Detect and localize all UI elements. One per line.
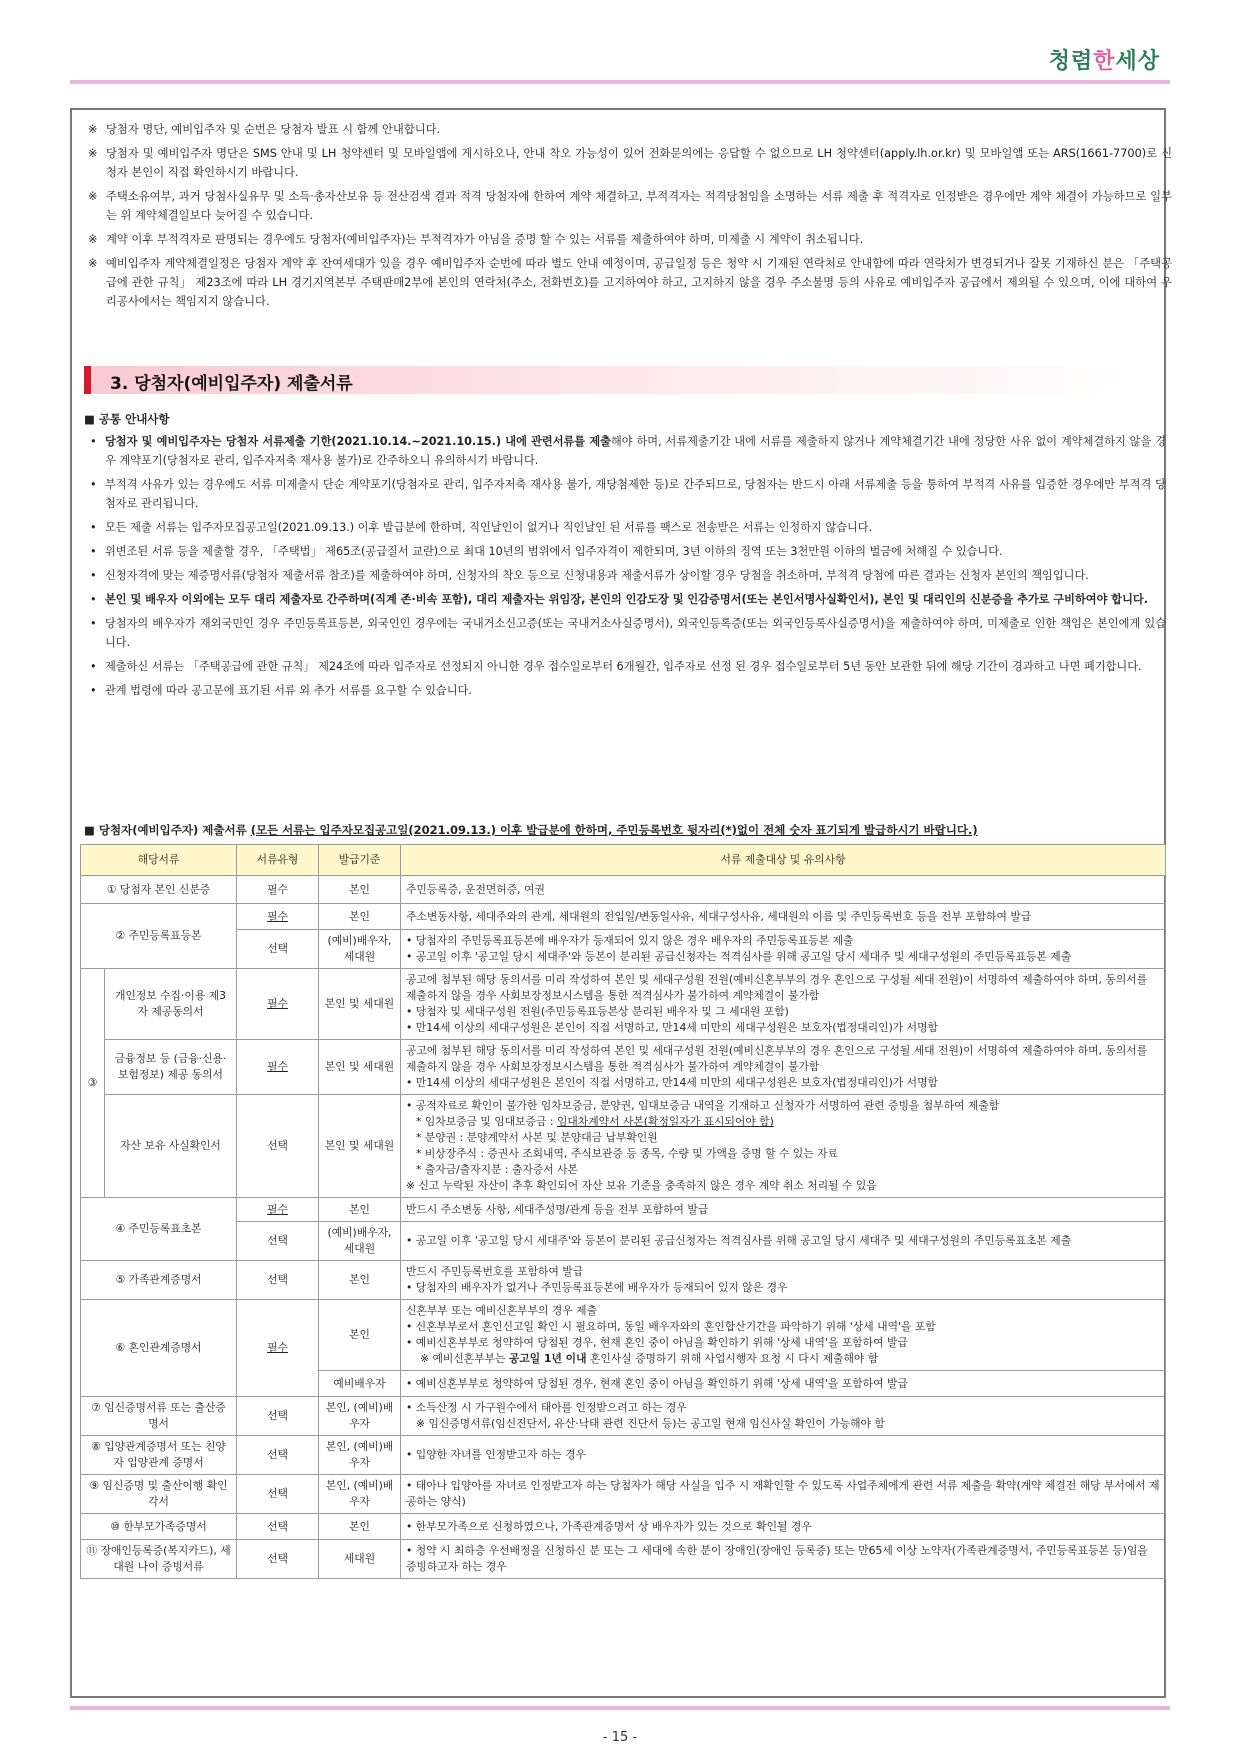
doc-name: ④ 주민등록표초본	[81, 1198, 237, 1261]
doc-type: 선택	[237, 1540, 319, 1579]
doc-type: 선택	[237, 1475, 319, 1514]
logo: 청렴한세상	[1048, 49, 1160, 74]
doc-basis: 본인, (예비)배우자	[319, 1436, 401, 1475]
docs-heading: ■ 당첨자(예비입주자) 제출서류 (모든 서류는 입주자모집공고일(2021.09.13.) 이후 발급분에 한하며, 주민등록번호 뒷자리(*)없이 전체 숫자 표기되게 발급하시기 바랍니다.)	[84, 823, 978, 837]
doc-type: 필수	[237, 1040, 319, 1095]
table-row	[81, 1436, 1166, 1475]
header-divider	[70, 80, 1170, 84]
doc-desc: 공고에 첨부된 해당 동의서를 미리 작성하여 본인 및 세대구성원 전원(예비신혼부부의 경우 혼인으로 구성될 세대 전원)이 서명하여 제출하여야 하며, 동의서를 제출하지 않을 경우 사회보장정보시스템을 통한 적격심사가 불가하여 계약체결이 불가함 • 당첨자 및 세대구성원 전원(주민등록표등본상 분리된 배우자 및 그 세대원 포함) • 만14세 이상의 세대구성원은 본인이 직접 서명하고, 만14세 미만의 세대구성원은 보호자(법정대리인)가 서명함	[401, 969, 1166, 1040]
col-header: 해당서류	[81, 845, 237, 876]
doc-type: 필수	[237, 1300, 319, 1397]
note-item: ※ 예비입주자 계약체결일정은 당첨자 계약 후 잔여세대가 있을 경우 예비입주자 순번에 따라 별도 안내 예정이며, 공급일정 등은 청약 시 기재된 연락처로 안내함에 따라 연락처가 변경되거나 잘못 기재하신 분은 「주택공급에 관한 규칙」 제23조에 따라 LH 경기지역본부 주택판매2부에 본인의 연락처(주소, 전화번호)를 고지하여야 하고, 고지하지 않을 경우 주소불명 등의 사유로 예비입주자 공급에서 제외될 수 있으며, 이에 대하여 우리공사에서는 책임지지 않습니다.	[88, 257, 1172, 308]
doc-desc: • 당첨자의 주민등록표등본에 배우자가 등재되어 있지 않은 경우 배우자의 주민등록표등본 제출 • 공고일 이후 '공고일 당시 세대주'와 등본이 분리된 공급신청자는 적격심사를 위해 공고일 당시 세대주 및 세대구성원의 주민등록표등본 제출	[401, 930, 1166, 969]
doc-desc: • 청약 시 최하층 우선배정을 신청하신 분 또는 그 세대에 속한 분이 장애인(장애인 등록증) 또는 만65세 이상 노약자(가족관계증명서, 주민등록표등본 등)임을 증빙하고자 하는 경우	[401, 1540, 1166, 1579]
doc-basis: 본인	[319, 876, 401, 904]
section-heading	[84, 366, 1154, 394]
table-row	[81, 930, 1166, 969]
table-row	[81, 1514, 1166, 1540]
common-bullets	[90, 432, 1166, 705]
doc-name: ⑩ 한부모가족증명서	[81, 1514, 237, 1540]
doc-type: 선택	[237, 930, 319, 969]
bullet-item: • 당첨자의 배우자가 재외국민인 경우 주민등록표등본, 외국인인 경우에는 국내거소신고증(또는 국내거소사실증명서), 외국인등록증(또는 외국인등록사실증명서)을 제출하여야 하며, 미제출로 인한 책임은 본인에게 있습니다.	[90, 617, 1166, 649]
page-number: - 15 -	[602, 1730, 638, 1745]
doc-basis: 본인	[319, 904, 401, 930]
note-item: ※ 당첨자 명단, 예비입주자 및 순번은 당첨자 발표 시 함께 안내합니다.	[88, 123, 441, 136]
table-row	[81, 904, 1166, 930]
doc-type: 필수	[237, 904, 319, 930]
doc-basis: (예비)배우자, 세대원	[319, 1222, 401, 1261]
doc-type: 선택	[237, 1514, 319, 1540]
bullet-item: • 당첨자 및 예비입주자는 당첨자 서류제출 기한(2021.10.14.~2021.10.15.) 내에 관련서류를 제출해야 하며, 서류제출기간 내에 서류를 제출하지 않거나 계약체결기간 내에 정당한 사유 없이 계약체결하지 않을 경우 계약포기(당첨자로 관리, 입주자저축 재사용 불가)로 간주하오니 유의하시기 바랍니다.	[90, 435, 1166, 467]
table-row	[81, 1222, 1166, 1261]
doc-type: 선택	[237, 1397, 319, 1436]
footer-divider	[70, 1706, 1170, 1710]
bullet-item: • 제출하신 서류는 「주택공급에 관한 규칙」 제24조에 따라 입주자로 선정되지 아니한 경우 접수일로부터 6개월간, 입주자로 선정 된 경우 접수일로부터 5년 동안 보관한 뒤에 해당 기간이 경과하고 나면 폐기합니다.	[90, 660, 1142, 673]
doc-name: ⑨ 임신증명 및 출산이행 확인각서	[81, 1475, 237, 1514]
doc-desc: • 소득산정 시 가구원수에서 태아를 인정받으려고 하는 경우 ※ 임신증명서류(임신진단서, 유산·낙태 관련 진단서 등)는 공고일 현재 임신사실 확인이 가능해야 함	[401, 1397, 1166, 1436]
doc-type: 선택	[237, 1222, 319, 1261]
note-item: ※ 주택소유여부, 과거 당첨사실유무 및 소득·총자산보유 등 전산검색 결과 적격 당첨자에 한하여 계약 체결하고, 부적격자는 적격당첨임을 소명하는 서류 제출 후 적격자로 인정받은 경우에만 계약 체결이 가능하므로 일부는 위 계약체결일보다 늦어질 수 있습니다.	[88, 190, 1172, 222]
doc-type: 선택	[237, 1436, 319, 1475]
doc-desc: 신혼부부 또는 예비신혼부부의 경우 제출 • 신혼부부로서 혼인신고일 확인 시 필요하며, 동일 배우자와의 혼인합산기간을 파악하기 위해 '상세 내역'을 포함 • 예비신혼부부로 청약하여 당첨된 경우, 현재 혼인 중이 아님을 확인하기 위해 '상세 내역'을 포함하여 발급 ※ 예비신혼부부는 공고일 1년 이내 혼인사실 증명하기 위해 사업시행자 요청 시 다시 제출해야 함	[401, 1300, 1166, 1371]
doc-basis: 본인	[319, 1514, 401, 1540]
note-item: ※ 당첨자 및 예비입주자 명단은 SMS 안내 및 LH 청약센터 및 모바일앱에 게시하오나, 안내 착오 가능성이 있어 전화문의에는 응답할 수 없으므로 LH 청약센터(apply.lh.or.kr) 및 모바일앱 또는 ARS(1661-7700)로 신청자 본인이 직접 확인하시기 바랍니다.	[88, 147, 1172, 179]
col-header: 서류 제출대상 및 유의사항	[401, 845, 1166, 876]
doc-desc: 반드시 주민등록번호를 포함하여 발급 • 당첨자의 배우자가 없거나 주민등록표등본에 배우자가 등재되어 있지 않은 경우	[401, 1261, 1166, 1300]
table-header-row	[81, 845, 1166, 876]
doc-basis: 본인	[319, 1198, 401, 1222]
table-row	[81, 1475, 1166, 1514]
doc-type: 필수	[237, 876, 319, 904]
table-row	[81, 1397, 1166, 1436]
bullet-item: • 모든 제출 서류는 입주자모집공고일(2021.09.13.) 이후 발급분에 한하며, 직인날인이 없거나 직인날인 된 서류를 팩스로 전송받은 서류는 인정하지 않습니다.	[90, 521, 873, 534]
doc-basis: 본인	[319, 1300, 401, 1371]
doc-type: 필수	[237, 1198, 319, 1222]
doc-basis: 본인 및 세대원	[319, 1095, 401, 1198]
doc-desc: 공고에 첨부된 해당 동의서를 미리 작성하여 본인 및 세대구성원 전원(예비신혼부부의 경우 혼인으로 구성될 세대 전원)이 서명하여 제출하여야 하며, 동의서를 제출하지 않을 경우 사회보장정보시스템을 통한 적격심사가 불가하여 계약체결이 불가함 • 만14세 이상의 세대구성원은 본인이 직접 서명하고, 만14세 미만의 세대구성원은 보호자(법정대리인)가 서명함	[401, 1040, 1166, 1095]
documents-table	[80, 844, 1166, 1579]
doc-basis: 본인 및 세대원	[319, 969, 401, 1040]
notes-block	[84, 120, 1172, 316]
doc-name: ① 당첨자 본인 신분증	[81, 876, 237, 904]
section-heading-bar	[84, 366, 91, 394]
doc-type: 선택	[237, 1095, 319, 1198]
table-row	[81, 1540, 1166, 1579]
doc-desc: • 공적자료로 확인이 불가한 임차보증금, 분양권, 임대보증금 내역을 기재하고 신청자가 서명하여 관련 증빙을 첨부하여 제출함 * 임차보증금 및 임대보증금 : 임대차계약서 사본(확정일자가 표시되어야 함) * 분양권 : 분양계약서 사본 및 분양대금 납부확인원 * 비상장주식 : 증권사 조회내역, 주식보관증 등 종목, 수량 및 가액을 증명 할 수 있는 자료 * 출자금/출자지분 : 출자증서 사본 ※ 신고 누락된 자산이 추후 확인되어 자산 보유 기준을 충족하지 않은 경우 계약 취소 처리될 수 있음	[401, 1095, 1166, 1198]
col-header: 서류유형	[237, 845, 319, 876]
doc-name: ⑦ 임신증명서류 또는 출산증명서	[81, 1397, 237, 1436]
col-header: 발급기준	[319, 845, 401, 876]
doc-name: 금융정보 등 (금융·신용·보험정보) 제공 동의서	[105, 1040, 237, 1095]
table-row	[81, 1198, 1166, 1222]
section-title: 3. 당첨자(예비입주자) 제출서류	[110, 374, 353, 394]
bullet-item: • 관계 법령에 따라 공고문에 표기된 서류 외 추가 서류를 요구할 수 있습니다.	[90, 684, 472, 697]
doc-name: ② 주민등록표등본	[81, 904, 237, 969]
doc-name: ⑤ 가족관계증명서	[81, 1261, 237, 1300]
doc-name: ⑥ 혼인관계증명서	[81, 1300, 237, 1397]
note-item: ※ 계약 이후 부적격자로 판명되는 경우에도 당첨자(예비입주자)는 부적격자가 아님을 증명 할 수 있는 서류를 제출하여야 하며, 미제출 시 계약이 취소됩니다.	[88, 233, 864, 246]
common-heading: ■ 공통 안내사항	[84, 412, 170, 426]
row-number: ③	[81, 969, 105, 1198]
doc-desc: 반드시 주소변동 사항, 세대주성명/관계 등을 전부 포함하여 발급	[401, 1198, 1166, 1222]
doc-desc: • 태아나 입양아를 자녀로 인정받고자 하는 당첨자가 해당 사실을 입주 시 재확인할 수 있도록 사업주체에게 관련 서류 제출을 확약(계약 체결전 해당 부서에서 제공하는 양식)	[401, 1475, 1166, 1514]
doc-basis: 세대원	[319, 1540, 401, 1579]
doc-name: 개인정보 수집·이용 제3자 제공동의서	[105, 969, 237, 1040]
doc-name: ⑧ 입양관계증명서 또는 친양자 입양관계 증명서	[81, 1436, 237, 1475]
table-row	[81, 1300, 1166, 1371]
doc-desc: 주소변동사항, 세대주와의 관계, 세대원의 전입일/변동일사유, 세대구성사유, 세대원의 이름 및 주민등록번호 등을 전부 포함하여 발급	[401, 904, 1166, 930]
table-row	[81, 1095, 1166, 1198]
table-row	[81, 1040, 1166, 1095]
doc-basis: 예비배우자	[319, 1371, 401, 1397]
doc-name: ⑪ 장애인등록증(복지카드), 세대원 나이 증빙서류	[81, 1540, 237, 1579]
table-row	[81, 1261, 1166, 1300]
table-row	[81, 969, 1166, 1040]
doc-type: 필수	[237, 969, 319, 1040]
doc-basis: 본인, (예비)배우자	[319, 1475, 401, 1514]
doc-basis: 본인 및 세대원	[319, 1040, 401, 1095]
table-row	[81, 876, 1166, 904]
bullet-item: • 본인 및 배우자 이외에는 모두 대리 제출자로 간주하며(직계 존·비속 포함), 대리 제출자는 위임장, 본인의 인감도장 및 인감증명서(또는 본인서명사실확인서), 본인 및 대리인의 신분증을 추가로 구비하여야 합니다.	[90, 593, 1148, 606]
doc-basis: 본인, (예비)배우자	[319, 1397, 401, 1436]
doc-desc: • 예비신혼부부로 청약하여 당첨된 경우, 현재 혼인 중이 아님을 확인하기 위해 '상세 내역'을 포함하여 발급	[401, 1371, 1166, 1397]
doc-name: 자산 보유 사실확인서	[105, 1095, 237, 1198]
bullet-item: • 위변조된 서류 등을 제출할 경우, 「주택법」 제65조(공급질서 교란)으로 최대 10년의 범위에서 입주자격이 제한되며, 3년 이하의 징역 또는 3천만원 이하의 벌금에 처해질 수 있습니다.	[90, 545, 1003, 558]
doc-desc: 주민등록증, 운전면허증, 여권	[401, 876, 1166, 904]
bullet-item: • 신청자격에 맞는 제증명서류(당첨자 제출서류 참조)를 제출하여야 하며, 신청자의 착오 등으로 신청내용과 제출서류가 상이할 경우 당첨을 취소하며, 부적격 당첨에 따른 결과는 신청자 본인의 책임입니다.	[90, 569, 1089, 582]
doc-desc: • 한부모가족으로 신청하였으나, 가족관계증명서 상 배우자가 있는 것으로 확인될 경우	[401, 1514, 1166, 1540]
doc-basis: 본인	[319, 1261, 401, 1300]
doc-type: 선택	[237, 1261, 319, 1300]
doc-desc: • 입양한 자녀를 인정받고자 하는 경우	[401, 1436, 1166, 1475]
bullet-item: • 부적격 사유가 있는 경우에도 서류 미제출시 단순 계약포기(당첨자로 관리, 입주자저축 재사용 불가, 재당첨제한 등)로 간주되므로, 당첨자는 반드시 아래 서류제출 등을 통하여 부적격 사유를 입증한 경우에만 부적격 당첨자로 관리됩니다.	[90, 478, 1166, 510]
doc-desc: • 공고일 이후 '공고일 당시 세대주'와 등본이 분리된 공급신청자는 적격심사를 위해 공고일 당시 세대주 및 세대구성원의 주민등록표초본 제출	[401, 1222, 1166, 1261]
doc-basis: (예비)배우자, 세대원	[319, 930, 401, 969]
